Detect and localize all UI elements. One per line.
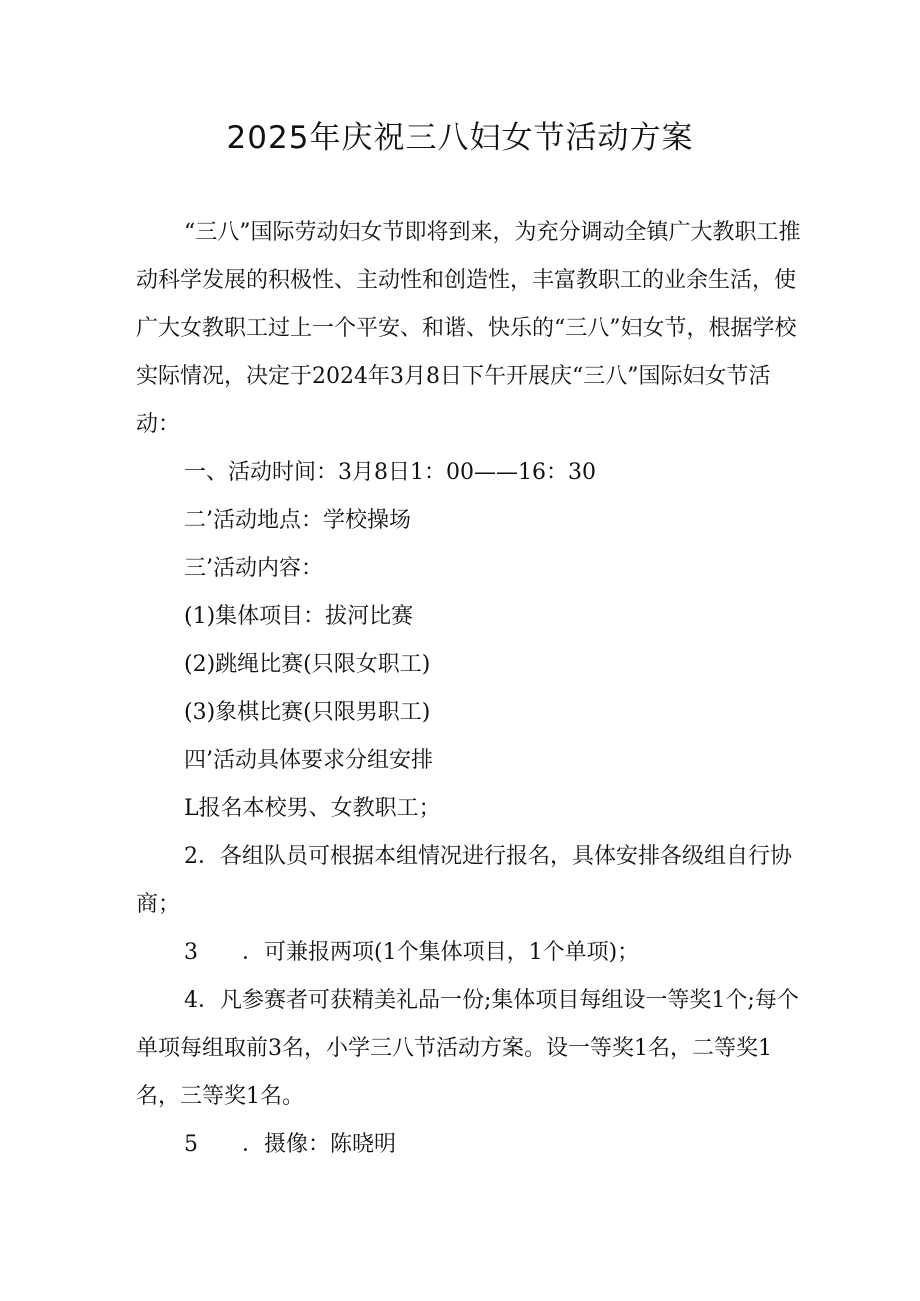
requirement-5	[136, 1121, 804, 1169]
document-title: 2025年庆祝三八妇女节活动方案	[226, 120, 694, 156]
content-item-2: (2)跳绳比赛(只限女职工)	[184, 652, 431, 677]
content-item-3: (3)象棋比赛(只限男职工)	[184, 700, 431, 725]
requirements-heading: 四’活动具体要求分组安排	[184, 748, 433, 773]
activity-location: 二’活动地点：学校操场	[184, 508, 411, 533]
requirement-5-text: ．摄像：陈晓明	[242, 1132, 397, 1157]
intro-paragraph: “三八”国际劳动妇女节即将到来，为充分调动全镇广大教职工推动科学发展的积极性、主动性和创造性，丰富教职工的业余生活，使广大女教职工过上一个平安、和谐、快乐的“三八”妇女节，根据学校实际情况，决定于2024年3月8日下午开展庆“三八”国际妇女节活动：	[136, 220, 801, 437]
content-item-1: (1)集体项目：拔河比赛	[184, 604, 414, 629]
requirement-2: 2．各组队员可根据本组情况进行报名，具体安排各级组自行协商；	[136, 844, 792, 917]
activity-time: 一、活动时间：3月8日1：00——16：30	[184, 460, 596, 485]
requirement-3	[136, 929, 804, 977]
requirement-3-text: ．可兼报两项(1个集体项目，1个单项)；	[242, 940, 640, 965]
document-body	[136, 209, 804, 1169]
requirement-4: 4．凡参赛者可获精美礼品一份;集体项目每组设一等奖1个;每个单项每组取前3名，小学三八节活动方案。设一等奖1名，二等奖1名，三等奖1名。	[136, 988, 799, 1109]
requirement-5-number: 5	[184, 1132, 198, 1157]
requirement-1: L报名本校男、女教职工；	[184, 796, 441, 821]
requirement-3-number: 3	[184, 940, 198, 965]
activity-content-heading: 三’活动内容：	[184, 556, 323, 581]
